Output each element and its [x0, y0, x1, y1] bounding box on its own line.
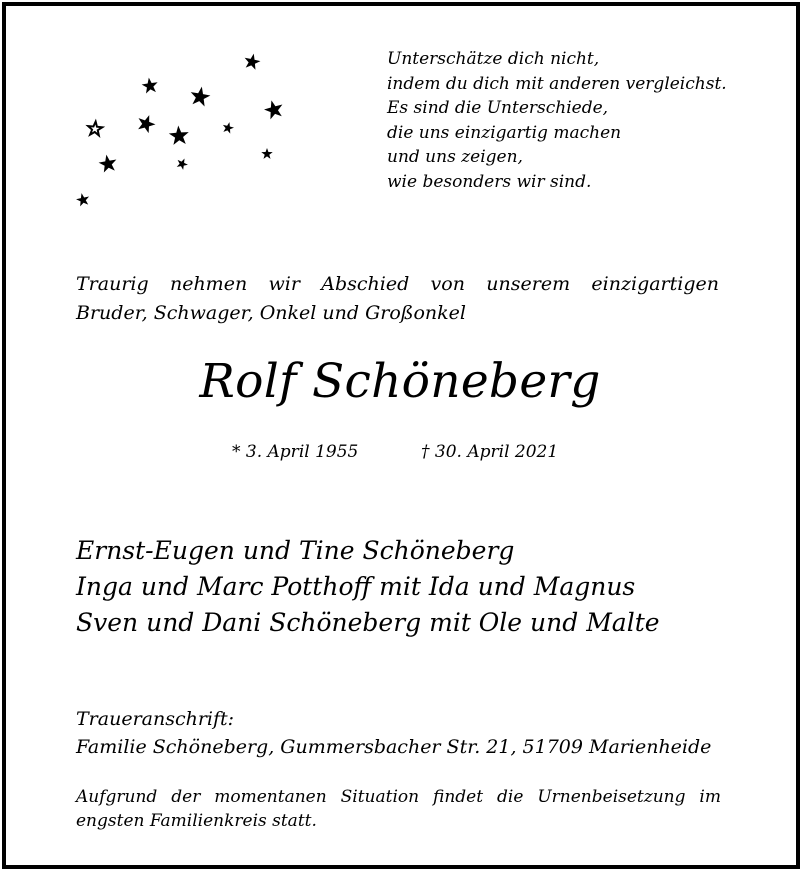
- birth-date: * 3. April 1955: [232, 442, 359, 462]
- star-icon: [243, 52, 262, 70]
- star-icon: [135, 112, 158, 134]
- family-member-line: Inga und Marc Potthoff mit Ida und Magnus: [76, 572, 636, 601]
- poem-line: die uns einzigartig machen: [387, 122, 622, 143]
- star-icon: [87, 121, 102, 136]
- note-line: engsten Familienkreis statt.: [76, 811, 317, 831]
- poem-line: wie besonders wir sind.: [387, 171, 592, 192]
- death-date: † 30. April 2021: [421, 442, 559, 462]
- intro-text: [76, 270, 719, 328]
- star-icon: [141, 76, 159, 93]
- star-icon: [221, 121, 235, 134]
- star-icon: [97, 153, 118, 173]
- burial-note: [76, 785, 721, 833]
- star-icon: [175, 156, 190, 171]
- star-icon: [75, 192, 91, 207]
- poem-line: Unterschätze dich nicht,: [387, 49, 600, 69]
- deceased-name: Rolf Schöneberg: [199, 354, 601, 409]
- poem-line: und uns zeigen,: [387, 147, 523, 167]
- family-list: [76, 533, 660, 641]
- star-icon: [262, 98, 285, 120]
- intro-line: Traurig nehmen wir Abschied von unserem einzigartigen: [76, 273, 719, 295]
- poem-line: indem du dich mit anderen vergleichst.: [387, 73, 727, 94]
- star-icon: [189, 85, 212, 107]
- mourning-address: [76, 705, 711, 761]
- note-line: Aufgrund der momentanen Situation findet die Urnenbeisetzung im: [76, 787, 721, 807]
- address-label: Traueranschrift:: [76, 708, 235, 730]
- poem-line: Es sind die Unterschiede,: [387, 98, 609, 118]
- star-icon: [168, 125, 189, 145]
- poem: [387, 47, 767, 194]
- family-member-line: Sven und Dani Schöneberg mit Ole und Malte: [76, 608, 660, 637]
- star-icon: [261, 148, 272, 159]
- address-value: Familie Schöneberg, Gummersbacher Str. 21, 51709 Marienheide: [76, 736, 712, 758]
- intro-line: Bruder, Schwager, Onkel und Großonkel: [76, 302, 466, 324]
- stars-decoration: [70, 44, 310, 224]
- family-member-line: Ernst-Eugen und Tine Schöneberg: [76, 536, 515, 565]
